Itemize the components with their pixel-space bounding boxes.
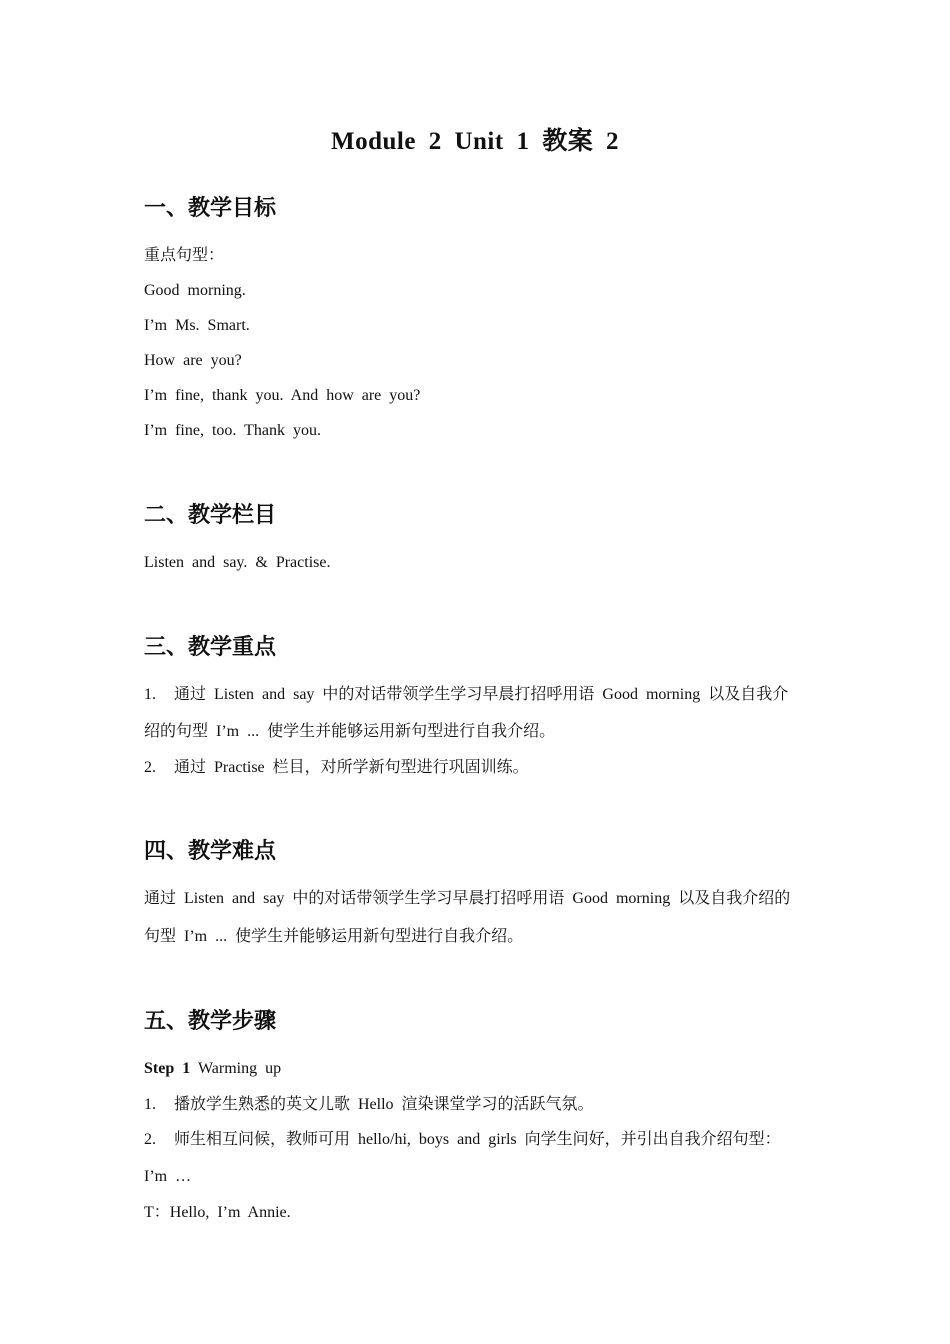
list-number: 1. xyxy=(144,1096,156,1113)
key-point-item xyxy=(144,684,814,706)
columns-text: Listen and say. & Practise. xyxy=(144,554,331,571)
step-name: Warming up xyxy=(197,1060,282,1077)
section-heading-difficulties: 四、教学难点 xyxy=(144,838,277,863)
key-point-item xyxy=(144,757,814,779)
step-item-text: 播放学生熟悉的英文儿歌 Hello 渲染课堂学习的活跃气氛。 xyxy=(174,1096,594,1113)
dialog-line: T：Hello, I’m Annie. xyxy=(144,1204,291,1221)
list-number: 2. xyxy=(144,1131,156,1148)
step-item xyxy=(144,1129,814,1151)
section-heading-columns: 二、教学栏目 xyxy=(144,502,277,527)
key-sentence: I’m fine, thank you. And how are you? xyxy=(144,387,421,404)
list-number: 1. xyxy=(144,686,156,703)
document-title: Module 2 Unit 1 教案 2 xyxy=(331,128,619,155)
difficulty-text: 句型 I’m ... 使学生并能够运用新句型进行自我介绍。 xyxy=(144,928,524,945)
key-sentence: I’m fine, too. Thank you. xyxy=(144,422,322,439)
step-label: Step 1 xyxy=(144,1060,191,1077)
difficulty-text: 通过 Listen and say 中的对话带领学生学习早晨打招呼用语 Good morning 以及自我介绍的 xyxy=(144,890,791,907)
key-sentences-label: 重点句型： xyxy=(144,247,225,264)
key-point-text: 通过 Listen and say 中的对话带领学生学习早晨打招呼用语 Good morning 以及自我介 xyxy=(174,686,789,703)
section-heading-objectives: 一、教学目标 xyxy=(144,195,277,220)
key-point-text: 通过 Practise 栏目，对所学新句型进行巩固训练。 xyxy=(174,759,529,776)
key-sentence: I’m Ms. Smart. xyxy=(144,317,250,334)
step-item-text: 师生相互问候，教师可用 hello/hi, boys and girls 向学生问好，并引出自我介绍句型： xyxy=(174,1131,781,1148)
key-sentence: How are you? xyxy=(144,352,242,369)
key-point-continuation: 绍的句型 I’m ... 使学生并能够运用新句型进行自我介绍。 xyxy=(144,723,556,740)
step-title xyxy=(144,1058,814,1080)
step-item xyxy=(144,1094,814,1116)
section-heading-key-points: 三、教学重点 xyxy=(144,634,277,659)
key-sentence: Good morning. xyxy=(144,282,246,299)
step-item-continuation: I’m … xyxy=(144,1168,192,1185)
section-heading-steps: 五、教学步骤 xyxy=(144,1008,277,1033)
list-number: 2. xyxy=(144,759,156,776)
